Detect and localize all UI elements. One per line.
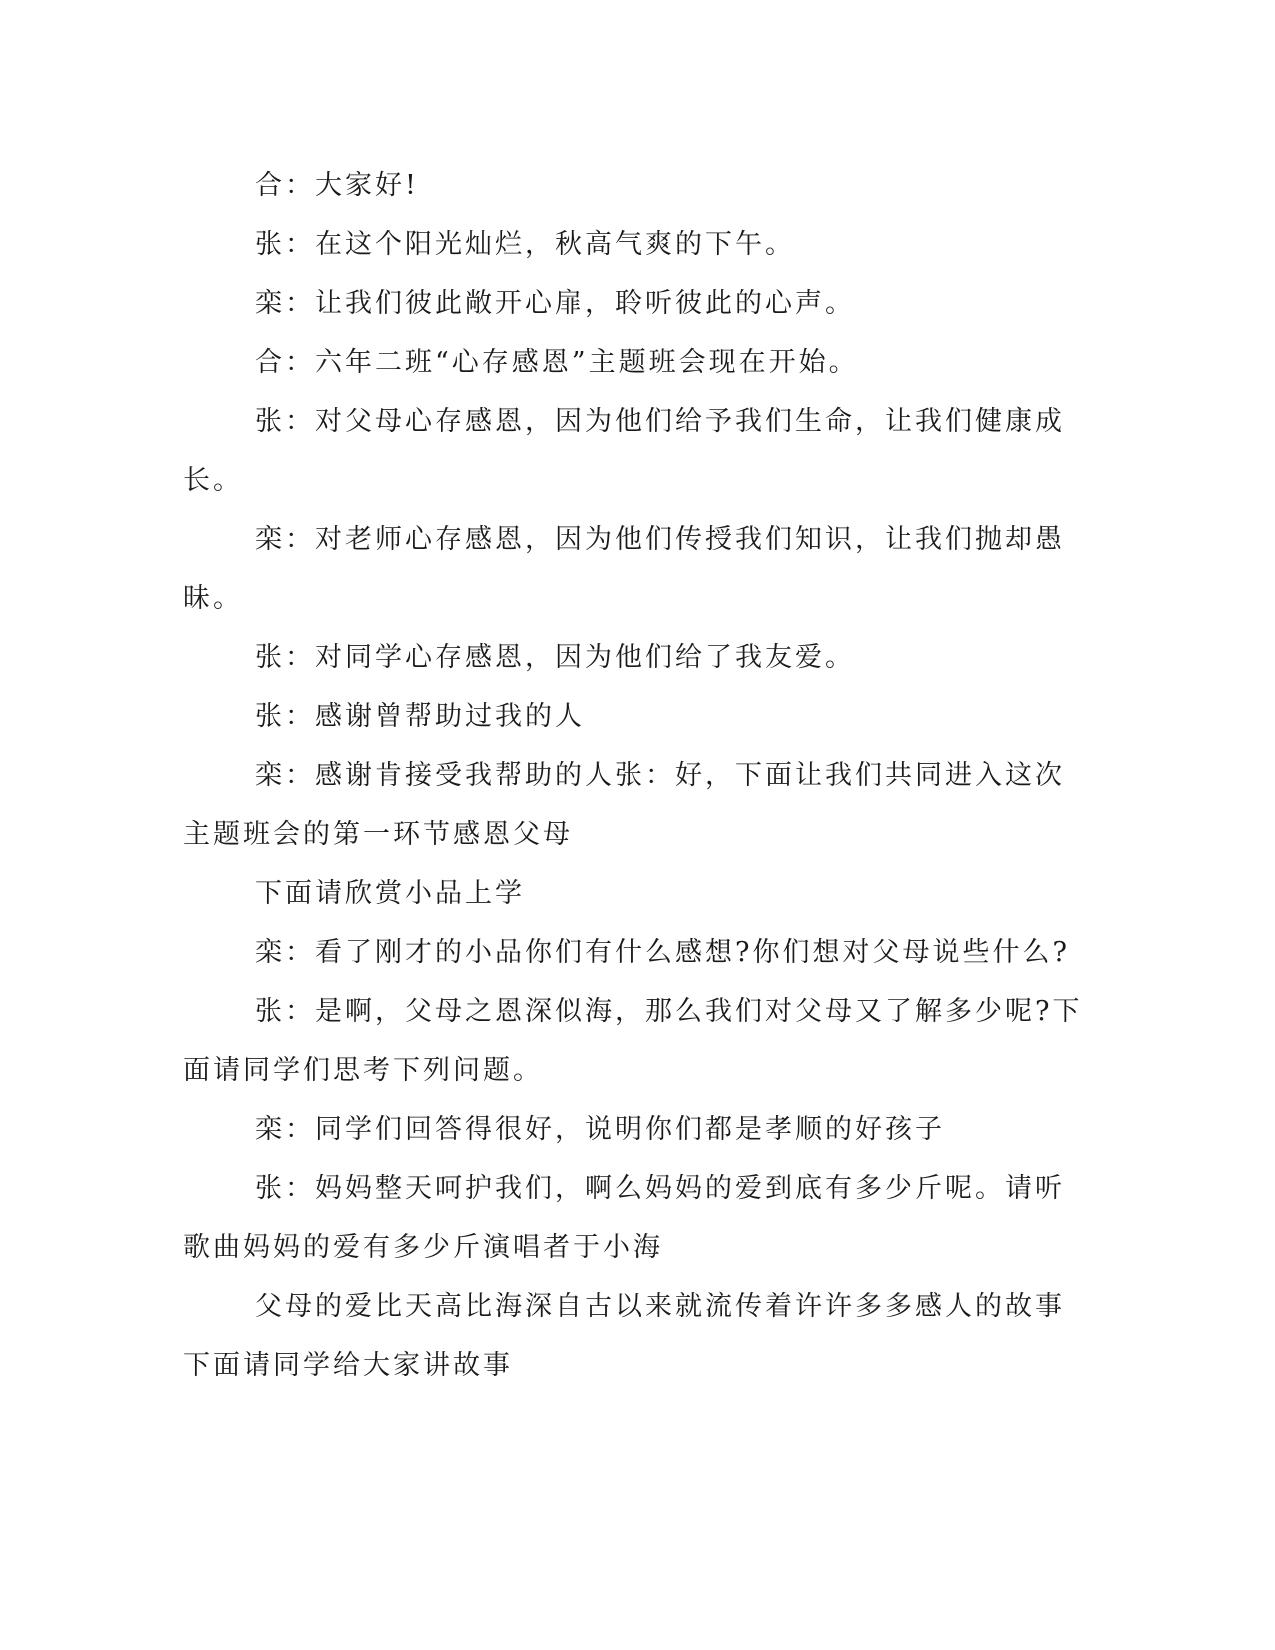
paragraph: 栾：看了刚才的小品你们有什么感想?你们想对父母说些什么? xyxy=(255,937,1070,968)
paragraph: 张：对同学心存感恩，因为他们给了我友爱。 xyxy=(255,642,855,673)
paragraph: 张：对父母心存感恩，因为他们给予我们生命，让我们健康成长。 xyxy=(183,406,1065,496)
document-body xyxy=(183,156,1083,1395)
paragraph: 栾：同学们回答得很好，说明你们都是孝顺的好孩子 xyxy=(255,1114,945,1145)
paragraph: 合：大家好! xyxy=(255,170,419,201)
paragraph: 栾：对老师心存感恩，因为他们传授我们知识，让我们抛却愚昧。 xyxy=(183,524,1065,614)
paragraph: 合：六年二班“心存感恩”主题班会现在开始。 xyxy=(255,347,859,378)
paragraph: 张：是啊，父母之恩深似海，那么我们对父母又了解多少呢?下面请同学们思考下列问题。 xyxy=(183,996,1083,1086)
paragraph: 张：妈妈整天呵护我们，啊么妈妈的爱到底有多少斤呢。请听歌曲妈妈的爱有多少斤演唱者于小海 xyxy=(183,1173,1065,1263)
paragraph: 栾：感谢肯接受我帮助的人张：好，下面让我们共同进入这次主题班会的第一环节感恩父母 xyxy=(183,760,1065,850)
paragraph: 父母的爱比天高比海深自古以来就流传着许许多多感人的故事下面请同学给大家讲故事 xyxy=(183,1291,1065,1381)
paragraph: 栾：让我们彼此敞开心扉，聆听彼此的心声。 xyxy=(255,288,855,319)
paragraph: 下面请欣赏小品上学 xyxy=(255,878,525,909)
paragraph: 张：在这个阳光灿烂，秋高气爽的下午。 xyxy=(255,229,795,260)
paragraph: 张：感谢曾帮助过我的人 xyxy=(255,701,585,732)
